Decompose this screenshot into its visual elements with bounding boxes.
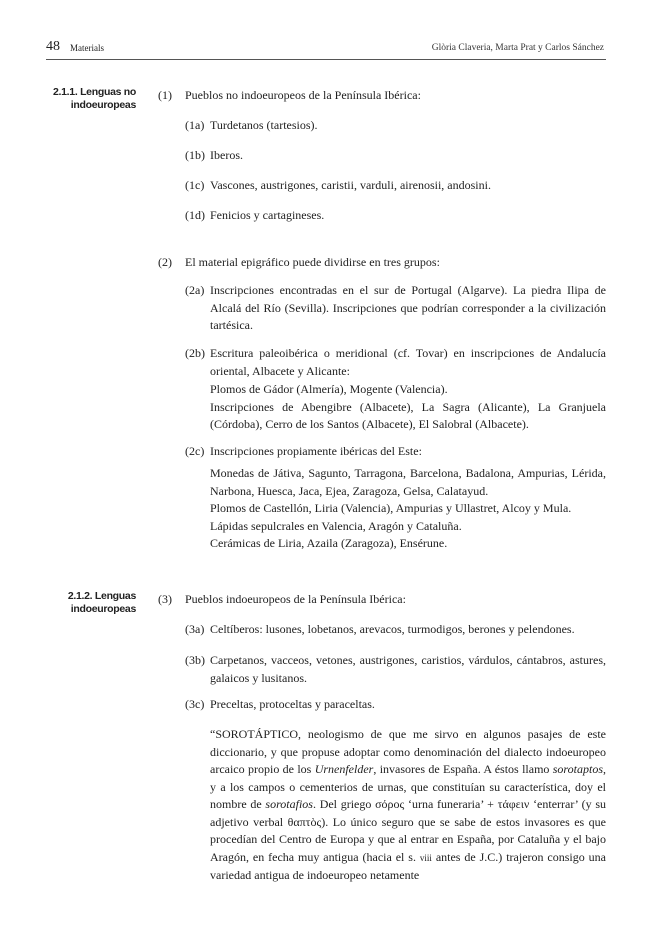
subexample-3b [185,652,606,687]
quote-italic-term: Urnenfelder [314,762,374,776]
header-rule [46,59,606,60]
running-section-title: Materials [70,43,104,53]
subexample-label: (1a) [185,118,205,132]
subexample-3a [185,621,606,639]
subexample-2b [185,345,606,380]
subexample-label: (3b) [185,653,205,667]
subexample-3c [185,696,606,714]
subexample-label: (3a) [185,622,205,636]
subexample-2a [185,282,606,335]
subexample-label: (2a) [185,283,205,297]
subexample-block [210,465,606,553]
subexample-text: Inscripciones propiamente ibéricas del Este: [210,444,422,458]
page-number: 48 [46,39,60,54]
example-text: El material epigráfico puede dividirse en tres grupos: [185,255,440,269]
block-line: Inscripciones de Abengibre (Albacete), La Sagra (Alicante), La Granjuela (Córdoba), Cerro de los Santos (Albacete), El Salobral (Albacete). [210,399,606,431]
subexample-label: (2b) [185,346,205,360]
quotation-block [210,726,606,885]
subexample-label: (1d) [185,208,205,222]
quote-small-caps: viii [419,852,432,863]
quote-text: . Del griego σόρος ‘urna funeraria’ + τάφειν ‘enterrar’ (y su adjetivo verbal θαπτὸς). Lo único seguro que se sabe de estos invasores es que procedían del Centro de Europa y que al entrar en España, por Cataluña y el bajo Aragón, en fecha muy antigua (hacia el s. [210,797,606,864]
example-number: (2) [158,255,172,269]
quote-text: , invasores de España. A éstos llamo [373,762,553,776]
side-heading-line: indoeuropeas [70,603,136,615]
quote-italic-term: sorotaptos [552,762,603,776]
running-authors: Glòria Claveria, Marta Prat y Carlos Sánchez [431,43,604,53]
subexample-text: Iberos. [210,148,243,162]
subexample-text: Carpetanos, vacceos, vetones, austrigones, caristios, várdulos, cántabros, astures, galaicos y lusitanos. [210,653,606,685]
block-line: Lápidas sepulcrales en Valencia, Aragón y Cataluña. [210,518,462,533]
subexample-text: Inscripciones encontradas en el sur de Portugal (Algarve). La piedra Ilipa de Alcalá del Río (Sevilla). Inscripciones que podrían corresponder a la civilización tartésica. [210,283,606,332]
side-heading-2-1-1 [46,86,136,112]
side-heading-line: 2.1.1. Lenguas no [52,86,136,98]
block-line: Plomos de Castellón, Liria (Valencia), Ampurias y Ullastret, Alcoy y Mula. [210,501,572,515]
side-heading-line: 2.1.2. Lenguas [67,590,136,602]
example-text: Pueblos indoeuropeos de la Península Ibérica: [185,592,406,606]
block-line: Plomos de Gádor (Almería), Mogente (Valencia). [210,382,448,396]
example-number: (3) [158,592,172,606]
subexample-label: (1b) [185,148,205,162]
subexample-text: Preceltas, protoceltas y paraceltas. [210,697,375,711]
side-heading-2-1-2 [46,590,136,616]
example-number: (1) [158,88,172,102]
subexample-2c [185,443,606,461]
subexample-text: Escritura paleoibérica o meridional (cf. Tovar) en inscripciones de Andalucía oriental, Albacete y Alicante: [210,346,606,378]
block-line: Monedas de Játiva, Sagunto, Tarragona, Barcelona, Badalona, Ampurias, Lérida, Narbona, Huesca, Jaca, Ejea, Zaragoza, Gelsa, Calatayud. [210,466,606,498]
subexample-text: Vascones, austrigones, caristii, varduli, airenosii, andosini. [210,178,491,192]
quote-italic-term: sorotafios [265,797,313,811]
quote-text: antes de J.C.) trajeron consigo una variedad antigua de indoeuropeo netamente [210,849,606,882]
subexample-text: Turdetanos (tartesios). [210,118,318,132]
subexample-text: Celtíberos: lusones, lobetanos, arevacos, turmodigos, berones y pelendones. [210,622,575,636]
subexample-block [210,381,606,434]
subexample-label: (3c) [185,697,205,711]
subexample-label: (1c) [185,178,205,192]
subexample-label: (2c) [185,444,205,458]
block-line: Cerámicas de Liria, Azaila (Zaragoza), Ensérune. [210,536,448,550]
quote-text: , y a los campos o cementerios de urnas, que constituían su característica, doy el nombre de [210,762,606,811]
subexample-text: Fenicios y cartagineses. [210,208,325,222]
example-text: Pueblos no indoeuropeos de la Península Ibérica: [185,88,421,102]
side-heading-line: indoeuropeas [70,99,136,111]
quote-text: “SOROTÁPTICO, neologismo de que me sirvo en algunos pasajes de este diccionario, y que propuse adoptar como denominación del dialecto indoeuropeo arcaico propio de los [210,727,606,776]
